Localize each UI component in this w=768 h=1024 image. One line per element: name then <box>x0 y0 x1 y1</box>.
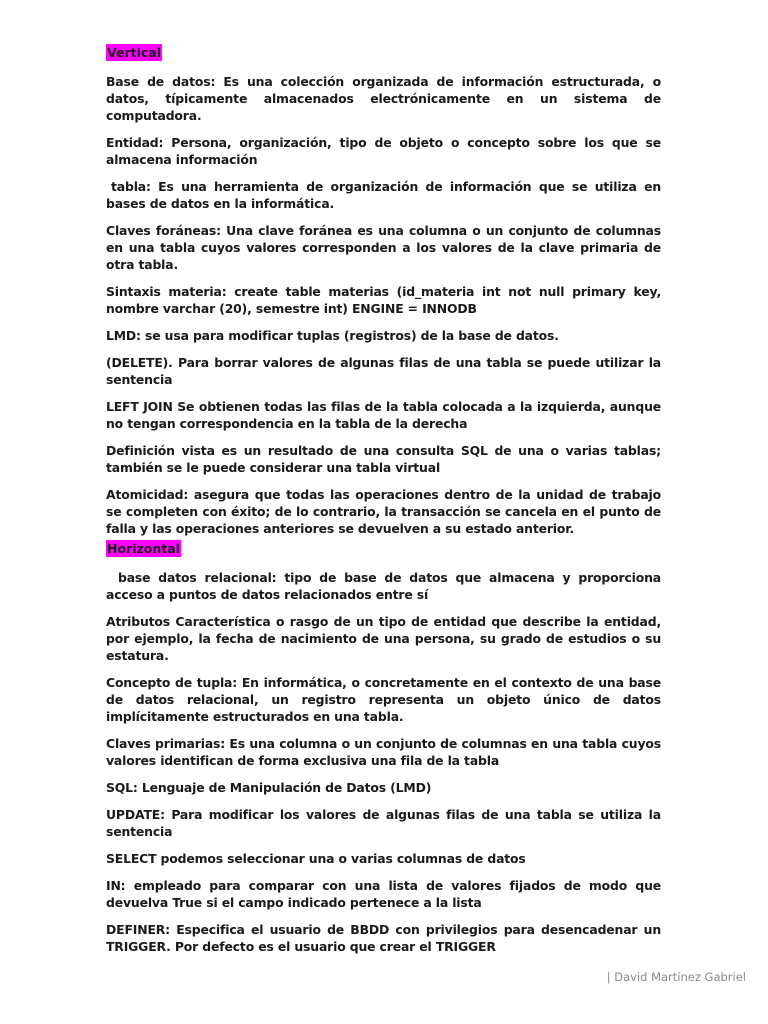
definition-sintaxis-materia: Sintaxis materia: create table materias (id_materia int not null primary key, nombre varchar (20), semestre int) ENGINE = INNODB <box>106 284 661 316</box>
section-heading-vertical: Vertical <box>107 45 162 60</box>
definition-in: IN: empleado para comparar con una lista de valores fijados de modo que devuelva True si el campo indicado pertenece a la lista <box>106 878 661 910</box>
definition-update: UPDATE: Para modificar los valores de algunas filas de una tabla se utiliza la sentencia <box>106 807 661 839</box>
definition-base-datos-relacional: base datos relacional: tipo de base de datos que almacena y proporciona acceso a puntos de datos relacionados entre sí <box>106 570 661 602</box>
footer-author: | David Martínez Gabriel <box>606 970 746 984</box>
section-horizontal <box>106 569 661 965</box>
definition-vista: Definición vista es un resultado de una consulta SQL de una o varias tablas; también se le puede considerar una tabla virtual <box>106 443 661 475</box>
definition-base-de-datos: Base de datos: Es una colección organizada de información estructurada, o datos, típicamente almacenados electrónicamente en un sistema de computadora. <box>106 74 661 123</box>
definition-entidad: Entidad: Persona, organización, tipo de objeto o concepto sobre los que se almacena información <box>106 135 661 167</box>
definition-sql: SQL: Lenguaje de Manipulación de Datos (LMD) <box>106 780 432 795</box>
definition-tabla: tabla: Es una herramienta de organización de información que se utiliza en bases de datos en la informática. <box>106 179 661 211</box>
definition-tupla: Concepto de tupla: En informática, o concretamente en el contexto de una base de datos relacional, un registro representa un objeto único de datos implícitamente estructurados en una tabla. <box>106 675 661 724</box>
definition-atomicidad: Atomicidad: asegura que todas las operaciones dentro de la unidad de trabajo se completen con éxito; de lo contrario, la transacción se cancela en el punto de falla y las operaciones anteriores se devuelven a su estado anterior. <box>106 487 661 536</box>
definition-definer: DEFINER: Especifica el usuario de BBDD con privilegios para desencadenar un TRIGGER. Por defecto es el usuario que crear el TRIGGER <box>106 922 661 954</box>
definition-select: SELECT podemos seleccionar una o varias columnas de datos <box>106 851 526 866</box>
definition-left-join: LEFT JOIN Se obtienen todas las filas de la tabla colocada a la izquierda, aunque no tengan correspondencia en la tabla de la derecha <box>106 399 661 431</box>
definition-claves-primarias: Claves primarias: Es una columna o un conjunto de columnas en una tabla cuyos valores identifican de forma exclusiva una fila de la tabla <box>106 736 661 768</box>
section-heading-horizontal: Horizontal <box>107 541 180 556</box>
section-vertical <box>106 73 661 547</box>
definition-delete: (DELETE). Para borrar valores de algunas filas de una tabla se puede utilizar la sentencia <box>106 355 661 387</box>
definition-lmd: LMD: se usa para modificar tuplas (registros) de la base de datos. <box>106 328 559 343</box>
definition-atributos: Atributos Característica o rasgo de un tipo de entidad que describe la entidad, por ejemplo, la fecha de nacimiento de una persona, su grado de estudios o su estatura. <box>106 614 661 663</box>
definition-claves-foraneas: Claves foráneas: Una clave foránea es una columna o un conjunto de columnas en una tabla cuyos valores corresponden a los valores de la clave primaria de otra tabla. <box>106 223 661 272</box>
